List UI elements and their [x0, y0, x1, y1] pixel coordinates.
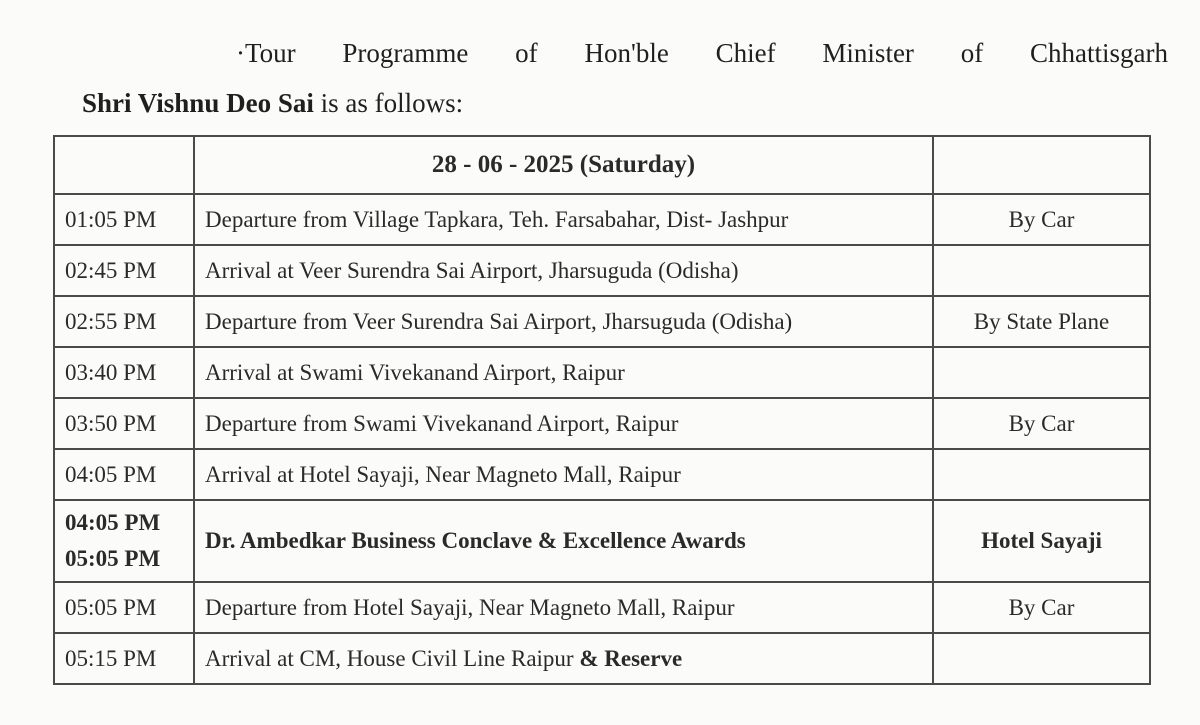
row-time: 05:05 PM	[54, 582, 194, 633]
table-row	[54, 449, 1150, 500]
table-row-event-highlight	[54, 500, 1150, 582]
intro-word: Minister	[822, 38, 914, 68]
row-time: 03:50 PM	[54, 398, 194, 449]
row-event: Departure from Veer Surendra Sai Airport, Jharsuguda (Odisha)	[194, 296, 933, 347]
row-mode	[933, 347, 1150, 398]
intro-word: Chief	[715, 38, 776, 68]
row-mode: By Car	[933, 398, 1150, 449]
table-header-row	[54, 136, 1150, 194]
table-row	[54, 194, 1150, 245]
row-time-range	[54, 500, 194, 582]
row-event-text: Arrival at CM, House Civil Line Raipur	[205, 645, 580, 671]
row-time-start: 04:05 PM	[65, 510, 161, 535]
intro-word: of	[515, 38, 538, 68]
header-empty-cell	[933, 136, 1150, 194]
row-event-reserve: & Reserve	[579, 645, 683, 671]
row-time: 01:05 PM	[54, 194, 194, 245]
row-mode: By Car	[933, 582, 1150, 633]
row-mode	[933, 449, 1150, 500]
schedule-date: 28 - 06 - 2025 (Saturday)	[194, 136, 933, 194]
row-time: 05:15 PM	[54, 633, 194, 684]
row-time-end: 05:05 PM	[65, 546, 161, 571]
intro-word: Chhattisgarh	[1030, 38, 1168, 68]
row-mode	[933, 633, 1150, 684]
row-event	[194, 633, 933, 684]
intro-line-1	[236, 36, 1168, 70]
minister-name: Shri Vishnu Deo Sai	[82, 88, 314, 118]
table-row	[54, 296, 1150, 347]
row-event: Departure from Hotel Sayaji, Near Magneto Mall, Raipur	[194, 582, 933, 633]
row-event: Dr. Ambedkar Business Conclave & Excellence Awards	[194, 500, 933, 582]
intro-word: of	[960, 38, 984, 68]
table-row	[54, 398, 1150, 449]
schedule-table	[53, 135, 1151, 685]
intro-word: ·Tour	[236, 38, 296, 68]
row-event: Arrival at Veer Surendra Sai Airport, Jharsuguda (Odisha)	[194, 245, 933, 296]
intro-rest: is as follows:	[313, 88, 464, 118]
row-time: 02:45 PM	[54, 245, 194, 296]
intro-word: Programme	[342, 38, 469, 68]
table-row	[54, 633, 1150, 684]
table-row	[54, 582, 1150, 633]
row-mode: By Car	[933, 194, 1150, 245]
row-event: Arrival at Hotel Sayaji, Near Magneto Mall, Raipur	[194, 449, 933, 500]
row-event: Departure from Swami Vivekanand Airport, Raipur	[194, 398, 933, 449]
header-empty-cell	[54, 136, 194, 194]
intro-word: Hon'ble	[584, 38, 669, 68]
row-time: 04:05 PM	[54, 449, 194, 500]
row-event: Arrival at Swami Vivekanand Airport, Raipur	[194, 347, 933, 398]
row-event: Departure from Village Tapkara, Teh. Farsabahar, Dist- Jashpur	[194, 194, 933, 245]
row-time: 02:55 PM	[54, 296, 194, 347]
row-mode: By State Plane	[933, 296, 1150, 347]
table-row	[54, 245, 1150, 296]
row-mode	[933, 245, 1150, 296]
table-row	[54, 347, 1150, 398]
row-venue: Hotel Sayaji	[933, 500, 1150, 582]
intro-line-2	[82, 86, 463, 120]
row-time: 03:40 PM	[54, 347, 194, 398]
